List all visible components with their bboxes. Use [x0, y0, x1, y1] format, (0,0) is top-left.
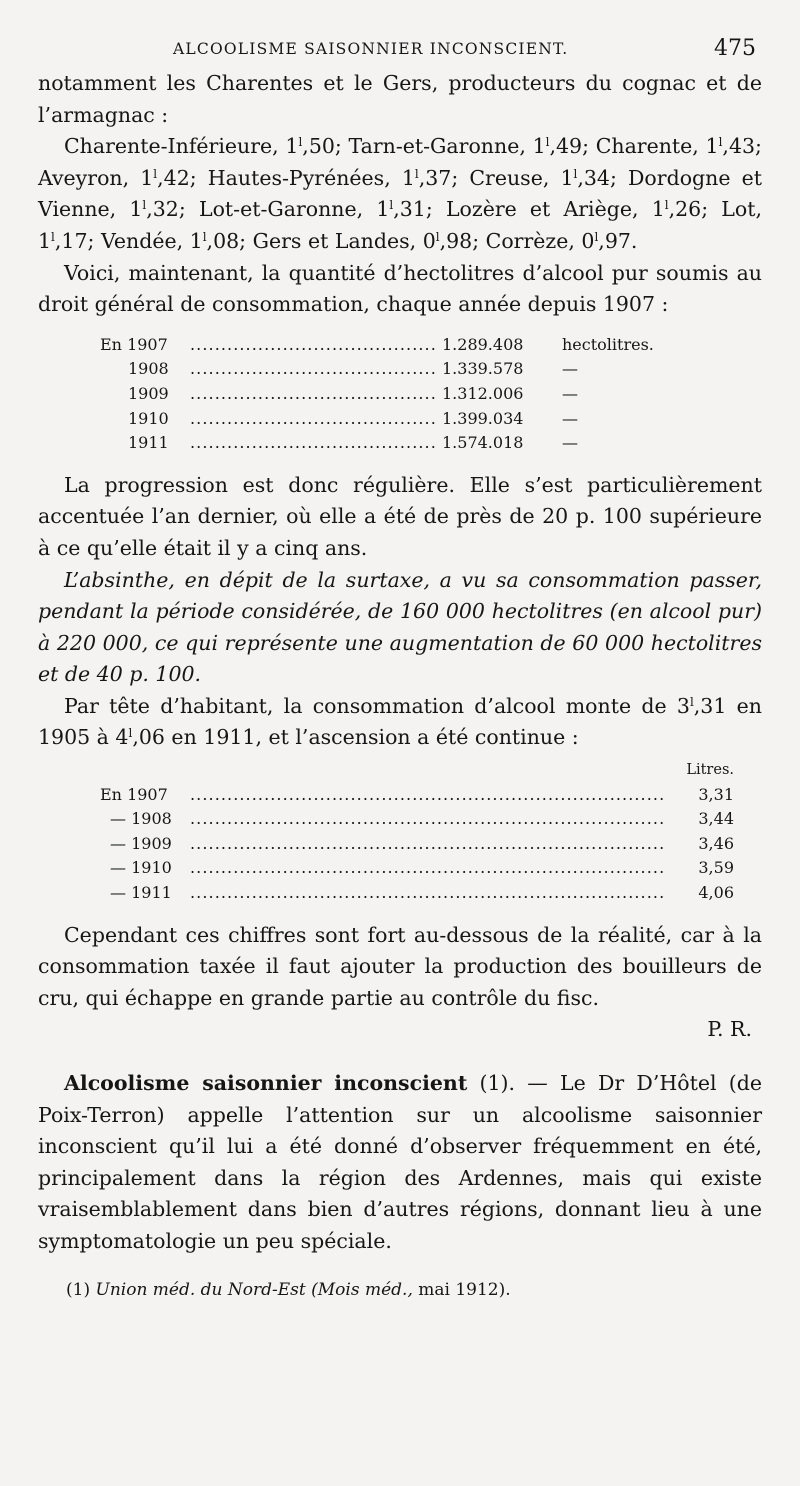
- table-row: — 1909 . . . 3,46: [100, 832, 734, 857]
- region-charente-inferieure: Charente-Inférieure, 1$^l$,50;: [64, 134, 342, 159]
- paragraph-progression: La progression est donc régulière. Elle s’est particulièrement accentuée l’an dernier, où elle a été de près de 20 p. 100 supérieure à ce qu’elle était il y a cinq ans.: [38, 472, 762, 560]
- table-litres: [100, 758, 734, 906]
- paragraph-per-capita: Par tête d’habitant, la consommation d’alcool monte de 3$^l$,31 en 1905 à 4$^l$,06 en 1911, et l’ascension a été continue :: [38, 693, 762, 750]
- region-lozere-ariege: Lozère et Ariège, 1$^l$,26;: [445, 197, 709, 222]
- table-row: En 1907 . . . 1.289.408 hectolitres.: [100, 333, 712, 358]
- footnote: (1) Union méd. du Nord-Est (Mois méd., mai 1912).: [66, 1279, 511, 1300]
- table-row: 1909 . . . 1.312.006 —: [100, 382, 712, 407]
- paragraph-absinthe: L’absinthe, en dépit de la surtaxe, a vu sa consommation passer, pendant la période considérée, de 160 000 hectolitres (en alcool pur) à 220 000, ce qui représente une augmentation de 60 000 hectolitres et de 40 p. 100.: [38, 567, 762, 687]
- article-title: Alcoolisme saisonnier inconscient: [64, 1071, 468, 1095]
- table-row: 1910 . . . 1.399.034 —: [100, 407, 712, 432]
- region-lot-et-garonne: Lot-et-Garonne, 1$^l$,31;: [198, 197, 433, 222]
- region-aveyron: Aveyron, 1$^l$,42;: [38, 165, 197, 190]
- region-vendee: Vendée, 1$^l$,08;: [100, 228, 247, 253]
- table-hectolitres: [100, 333, 712, 456]
- signature: P. R.: [707, 1017, 752, 1042]
- paragraph-cependant: Cependant ces chiffres sont fort au-dessous de la réalité, car à la consommation taxée il faut ajouter la production des bouilleurs de cru, qui échappe en grande partie au contrôle du fisc.: [38, 922, 762, 1010]
- table-row: 1911 . . . 1.574.018 —: [100, 431, 712, 456]
- article-alcoolisme-saisonnier: [38, 1068, 762, 1258]
- region-lot: Lot, 1$^l$,17;: [38, 197, 762, 253]
- region-creuse: Creuse, 1$^l$,34;: [469, 165, 617, 190]
- footnote-ref: (1).: [479, 1071, 516, 1095]
- paragraph-continuation: notamment les Charentes et le Gers, producteurs du cognac et de l’armagnac :: [38, 71, 762, 127]
- region-dordogne-vienne: Dordogne et Vienne, 1$^l$,32;: [38, 165, 762, 222]
- table-unit-header: Litres.: [686, 762, 734, 779]
- paragraph-regions: [38, 131, 762, 257]
- running-title: ALCOOLISME SAISONNIER INCONSCIENT.: [173, 40, 569, 58]
- table-row: — 1908 . . . 3,44: [100, 807, 734, 832]
- paragraph-intro-table1: Voici, maintenant, la quantité d’hectolitres d’alcool pur soumis au droit général de consommation, chaque année depuis 1907 :: [38, 260, 762, 317]
- table-row: 1908 . . . 1.339.578 —: [100, 357, 712, 382]
- table-row: — 1910 . . . 3,59: [100, 856, 734, 881]
- running-head: [38, 36, 762, 68]
- region-hautes-pyrenees: Hautes-Pyrénées, 1$^l$,37;: [207, 165, 459, 190]
- region-charente: Charente, 1$^l$,43;: [595, 134, 762, 159]
- table-row: En 1907 . . . 3,31: [100, 783, 734, 808]
- region-gers-landes: Gers et Landes, 0$^l$,98;: [252, 228, 480, 253]
- article-body: — Le Dr D’Hôtel (de Poix-Terron) appelle l’attention sur un alcoolisme saisonnier inconscient qu’il lui a été donné d’observer fréquemment en été, principalement dans la région des Ardennes, mais qui existe vraisemblablement dans bien d’autres régions, donnant lieu à une symptomatologie un peu spéciale.: [38, 1071, 762, 1253]
- table-row: — 1911 . . . 4,06: [100, 881, 734, 906]
- region-tarn-et-garonne: Tarn-et-Garonne, 1$^l$,49;: [348, 134, 589, 159]
- page-number: 475: [714, 36, 756, 61]
- region-correze: Corrèze, 0$^l$,97.: [485, 228, 638, 253]
